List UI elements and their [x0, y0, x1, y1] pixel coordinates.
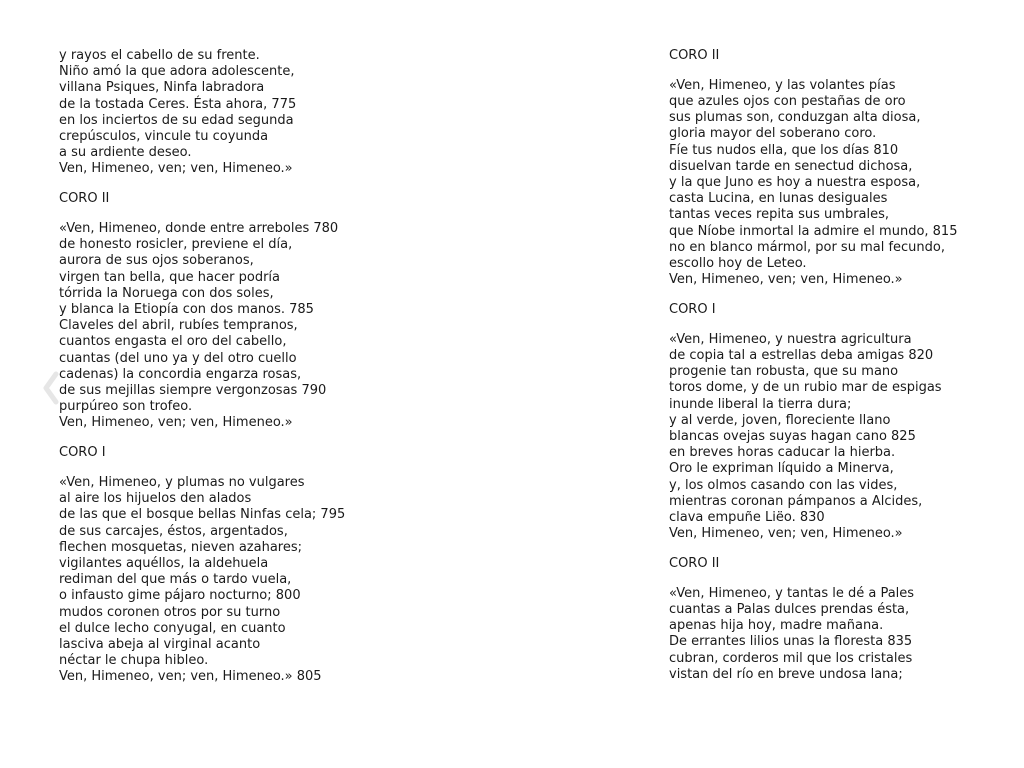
verse-line: al aire los hijuelos den alados: [59, 491, 252, 507]
verse-line: Oro le expriman líquido a Minerva,: [669, 461, 894, 477]
verse-line: y, los olmos casando con las vides,: [669, 477, 898, 493]
verse-line: toros dome, y de un rubio mar de espigas: [669, 380, 942, 396]
stanza: [669, 586, 957, 683]
verse-line: escollo hoy de Leteo.: [669, 255, 807, 271]
verse-line: De errantes lilios unas la floresta 835: [669, 634, 913, 650]
verse-line: «Ven, Himeneo, donde entre arreboles 780: [59, 221, 339, 237]
verse-line: de sus mejillas siempre vergonzosas 790: [59, 382, 327, 398]
stanza: [59, 48, 345, 178]
verse-line: Ven, Himeneo, ven; ven, Himeneo.»: [59, 161, 293, 177]
stanza-gap: [59, 432, 345, 446]
stanza-gap: [669, 64, 957, 78]
verse-line: de honesto rosicler, previene el día,: [59, 237, 293, 253]
previous-page-button[interactable]: [40, 368, 62, 408]
verse-line: el dulce lecho conyugal, en cuanto: [59, 620, 286, 636]
verse-line: en los inciertos de su edad segunda: [59, 112, 294, 128]
verse-line: cuantas a Palas dulces prendas ésta,: [669, 602, 910, 618]
chorus-heading: CORO I: [669, 302, 716, 317]
verse-line: que Níobe inmortal la admire el mundo, 815: [669, 223, 958, 239]
chorus-heading: CORO II: [669, 48, 720, 63]
stanza-gap: [669, 318, 957, 332]
stanza-gap: [59, 461, 345, 475]
verse-line: lasciva abeja al virginal acanto: [59, 636, 261, 652]
verse-line: disuelvan tarde en senectud dichosa,: [669, 158, 913, 174]
verse-line: de copia tal a estrellas deba amigas 820: [669, 348, 934, 364]
verse-line: y blanca la Etiopía con dos manos. 785: [59, 302, 314, 317]
verse-line: virgen tan bella, que hacer podría: [59, 269, 281, 285]
stanza: [669, 78, 957, 288]
stanza-gap: [669, 542, 957, 556]
verse-line: vigilantes aquéllos, la aldehuela: [59, 556, 269, 571]
verse-line: cubran, corderos mil que los cristales: [669, 650, 913, 666]
stanza: [59, 475, 345, 685]
verse-line: Ven, Himeneo, ven; ven, Himeneo.»: [59, 415, 293, 431]
stanza-gap: [669, 288, 957, 302]
verse-line: vistan del río en breve undosa lana;: [669, 666, 903, 682]
verse-line: flechen mosquetas, nieven azahares;: [59, 539, 303, 555]
verse-line: Claveles del abril, rubíes tempranos,: [59, 318, 298, 334]
verse-line: cuantas (del uno ya y del otro cuello: [59, 350, 297, 366]
verse-line: de las que el bosque bellas Ninfas cela; 795: [59, 507, 346, 523]
verse-line: en breves horas caducar la hierba.: [669, 445, 896, 461]
verse-line: progenie tan robusta, que su mano: [669, 364, 899, 380]
chorus-heading: CORO II: [669, 556, 720, 571]
stanza-gap: [669, 572, 957, 586]
verse-line: de la tostada Ceres. Ésta ahora, 775: [59, 96, 297, 112]
left-page: [59, 48, 345, 686]
chorus-heading: CORO I: [59, 445, 106, 461]
stanza-gap: [59, 207, 345, 221]
verse-line: rediman del que más o tardo vuela,: [59, 572, 292, 588]
verse-line: y rayos el cabello de su frente.: [59, 48, 260, 63]
verse-line: «Ven, Himeneo, y nuestra agricultura: [669, 331, 912, 347]
verse-line: Ven, Himeneo, ven; ven, Himeneo.»: [669, 272, 903, 288]
stanza: [59, 221, 345, 431]
verse-line: crepúsculos, vincule tu coyunda: [59, 128, 269, 144]
verse-line: y al verde, joven, floreciente llano: [669, 412, 891, 428]
verse-line: sus plumas son, conduzgan alta diosa,: [669, 110, 921, 126]
verse-line: inunde liberal la tierra dura;: [669, 396, 852, 412]
verse-line: Ven, Himeneo, ven; ven, Himeneo.»: [669, 526, 903, 542]
verse-line: Fíe tus nudos ella, que los días 810: [669, 142, 899, 158]
verse-line: aurora de sus ojos soberanos,: [59, 253, 254, 269]
verse-line: purpúreo son trofeo.: [59, 399, 193, 415]
verse-line: no en blanco mármol, por su mal fecundo,: [669, 239, 945, 255]
verse-line: clava empuñe Liëo. 830: [669, 509, 825, 525]
verse-line: casta Lucina, en lunas desiguales: [669, 191, 888, 207]
verse-line: néctar le chupa hibleo.: [59, 653, 209, 669]
verse-line: tantas veces repita sus umbrales,: [669, 207, 890, 223]
verse-line: a su ardiente deseo.: [59, 145, 192, 161]
verse-line: mientras coronan pámpanos a Alcides,: [669, 493, 923, 509]
verse-line: villana Psiques, Ninfa labradora: [59, 80, 265, 96]
verse-line: o infausto gime pájaro nocturno; 800: [59, 588, 301, 604]
stanza-gap: [59, 178, 345, 192]
verse-line: «Ven, Himeneo, y tantas le dé a Pales: [669, 585, 915, 601]
verse-line: Ven, Himeneo, ven; ven, Himeneo.» 805: [59, 669, 322, 685]
chevron-left-icon: [40, 368, 62, 408]
right-page: [669, 48, 957, 683]
verse-line: «Ven, Himeneo, y las volantes pías: [669, 77, 896, 93]
verse-line: cadenas) la concordia engarza rosas,: [59, 366, 302, 382]
verse-line: gloria mayor del soberano coro.: [669, 126, 877, 142]
verse-line: apenas hija hoy, madre mañana.: [669, 618, 884, 634]
verse-line: tórrida la Noruega con dos soles,: [59, 285, 274, 301]
verse-line: cuantos engasta el oro del cabello,: [59, 334, 287, 350]
verse-line: que azules ojos con pestañas de oro: [669, 94, 906, 110]
stanza: [669, 332, 957, 542]
chorus-heading: CORO II: [59, 191, 110, 207]
verse-line: mudos coronen otros por su turno: [59, 604, 281, 620]
verse-line: de sus carcajes, éstos, argentados,: [59, 523, 288, 539]
verse-line: «Ven, Himeneo, y plumas no vulgares: [59, 475, 305, 491]
verse-line: y la que Juno es hoy a nuestra esposa,: [669, 175, 921, 190]
verse-line: Niño amó la que adora adolescente,: [59, 64, 295, 80]
verse-line: blancas ovejas suyas hagan cano 825: [669, 429, 916, 444]
